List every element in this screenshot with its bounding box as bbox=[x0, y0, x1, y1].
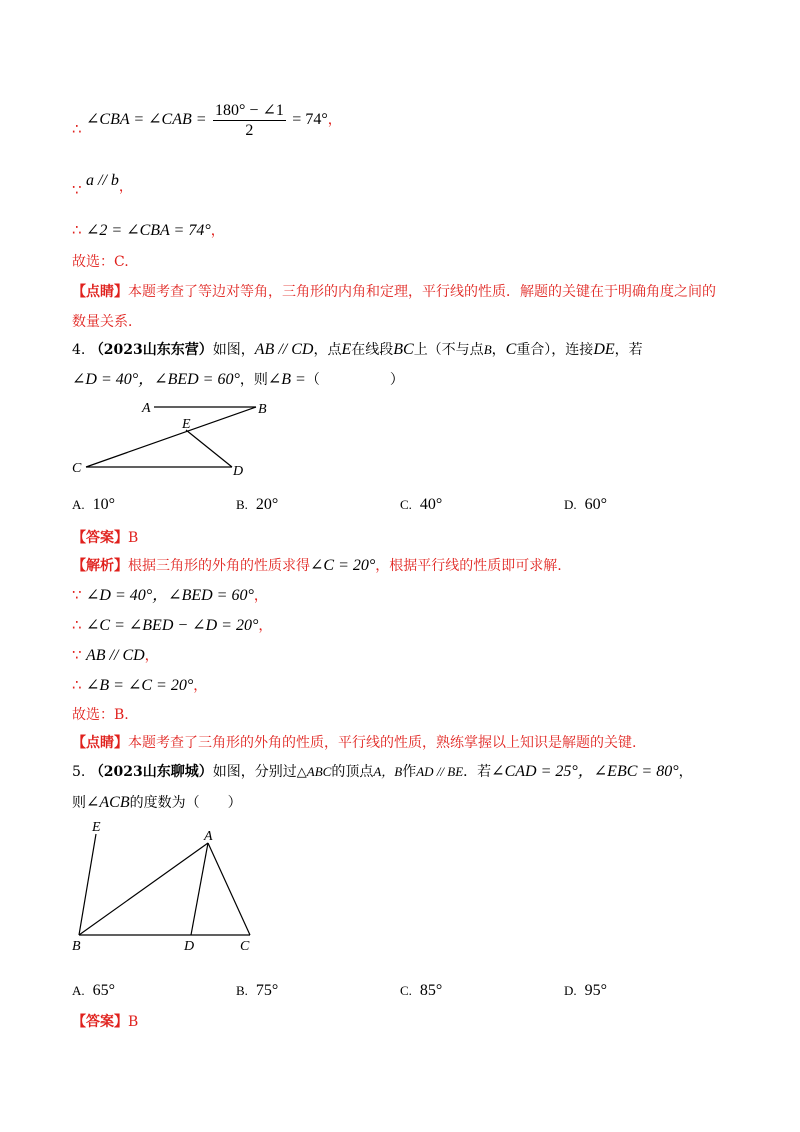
analysis-text: 根据三角形的外角的性质求得 bbox=[128, 558, 310, 574]
note-tag: 【点睛】 bbox=[72, 735, 128, 751]
q4-step-1 bbox=[72, 585, 268, 606]
q5-number: 5. bbox=[72, 764, 86, 780]
solution-line-3 bbox=[72, 220, 225, 241]
q5-label-e: E bbox=[92, 820, 101, 835]
q4-segment-ed bbox=[186, 430, 232, 467]
q5-option-a[interactable] bbox=[72, 982, 115, 1000]
note-text: 本题考查了三角形的外角的性质，平行线的性质，熟练掌握以上知识是解题的关键. bbox=[128, 735, 637, 751]
option-label: D. bbox=[564, 497, 577, 512]
q4-label-a: A bbox=[142, 401, 151, 416]
equation-rhs: = 74° bbox=[292, 111, 328, 128]
answer-value: B bbox=[128, 530, 139, 546]
option-label: A. bbox=[72, 497, 85, 512]
q4-point-b: B bbox=[483, 342, 492, 357]
q4-stem-text: ，点 bbox=[313, 342, 342, 358]
q4-option-b[interactable] bbox=[236, 496, 278, 514]
q4-label-c: C bbox=[72, 461, 82, 476]
fraction-numerator: 180° − ∠1 bbox=[215, 101, 284, 119]
therefore-symbol: ∴ bbox=[72, 616, 82, 634]
q5-stem-line-1 bbox=[72, 762, 693, 782]
q4-segment-de: DE bbox=[593, 341, 615, 358]
solution-line-1 bbox=[72, 96, 342, 143]
because-symbol: ∵ bbox=[72, 181, 82, 199]
option-value: 60° bbox=[584, 496, 608, 513]
step-math: ∠B = ∠C = 20° bbox=[86, 677, 194, 694]
analysis-tag: 【解析】 bbox=[72, 558, 128, 574]
q4-point-c: C bbox=[505, 341, 517, 358]
q4-label-b: B bbox=[258, 402, 267, 417]
step-math: ∠D = 40°，∠BED = 60° bbox=[86, 587, 254, 604]
q4-angle-b: ∠B = bbox=[267, 371, 306, 388]
option-value: 20° bbox=[255, 496, 279, 513]
q4-option-a[interactable] bbox=[72, 496, 115, 514]
note-text: 本题考查了等边对等角，三角形的内角和定理，平行线的性质．解题的关键在于明确角度之间的 bbox=[128, 284, 716, 300]
because-symbol: ∵ bbox=[72, 586, 82, 604]
q4-stem-text: 上（不与点 bbox=[413, 342, 484, 358]
q5-label-c: C bbox=[240, 939, 250, 954]
comma: ， bbox=[118, 179, 133, 195]
q5-label-b: B bbox=[72, 939, 81, 954]
q4-stem-text: 重合），连接 bbox=[516, 342, 594, 358]
q4-stem-line-1 bbox=[72, 340, 643, 360]
q4-stem-text: 如图， bbox=[212, 342, 255, 358]
q5-stem-text: ．若 bbox=[463, 764, 492, 780]
q4-stem-text: ， bbox=[491, 342, 506, 358]
q5-triangle: △ABC bbox=[296, 764, 332, 779]
q5-label-d: D bbox=[184, 939, 195, 954]
because-symbol: ∵ bbox=[72, 646, 82, 664]
q4-stem-text: 在线段 bbox=[351, 342, 394, 358]
q4-point-e: E bbox=[341, 341, 352, 358]
q5-label-a: A bbox=[204, 829, 213, 844]
q4-option-c[interactable] bbox=[400, 496, 442, 514]
option-label: B. bbox=[236, 497, 248, 512]
answer-value: B bbox=[128, 1014, 139, 1030]
q5-angle-acb: ∠ACB bbox=[86, 794, 130, 811]
q5-segment-be bbox=[79, 834, 96, 935]
comma: ， bbox=[258, 618, 273, 634]
choice-line: 故选：C. bbox=[72, 254, 129, 270]
q5-stem-line-2 bbox=[72, 793, 242, 813]
q4-segment-bc bbox=[86, 407, 256, 467]
q4-step-4 bbox=[72, 675, 207, 696]
therefore-symbol: ∴ bbox=[72, 120, 82, 138]
q4-label-e: E bbox=[182, 417, 191, 432]
option-label: A. bbox=[72, 983, 85, 998]
q5-stem-text: 的顶点 bbox=[331, 764, 374, 780]
fraction bbox=[213, 101, 286, 140]
q4-stem-text: ，若 bbox=[614, 342, 643, 358]
q5-segment-ac bbox=[208, 843, 250, 935]
fraction-denominator: 2 bbox=[245, 121, 254, 139]
step-math: ∠C = ∠BED − ∠D = 20° bbox=[86, 617, 259, 634]
option-label: B. bbox=[236, 983, 248, 998]
q5-stem-text: 则 bbox=[72, 795, 86, 811]
option-value: 10° bbox=[92, 496, 116, 513]
q5-stem-text: ， bbox=[678, 764, 693, 780]
note-line-2: 数量关系． bbox=[72, 314, 142, 330]
q5-stem-text: 如图，分别过 bbox=[212, 764, 297, 780]
option-value: 65° bbox=[92, 982, 116, 999]
q5-option-d[interactable] bbox=[564, 982, 607, 1000]
step-math: AB // CD bbox=[86, 647, 145, 664]
angle-equation: ∠2 = ∠CBA = 74° bbox=[86, 222, 211, 239]
q4-note bbox=[72, 733, 636, 753]
q4-step-3 bbox=[72, 645, 159, 666]
option-value: 75° bbox=[255, 982, 279, 999]
analysis-text: ，根据平行线的性质即可求解. bbox=[375, 558, 562, 574]
q4-given-angles: ∠D = 40°，∠BED = 60° bbox=[72, 371, 240, 388]
q4-stem-text: ，则 bbox=[239, 372, 268, 388]
solution-line-2 bbox=[72, 170, 133, 199]
option-label: C. bbox=[400, 983, 412, 998]
comma: ， bbox=[253, 588, 268, 604]
q5-segment-ba bbox=[79, 843, 208, 935]
q4-step-2 bbox=[72, 615, 272, 636]
q5-vertices: A，B bbox=[373, 764, 403, 779]
option-value: 85° bbox=[419, 982, 443, 999]
option-value: 40° bbox=[419, 496, 443, 513]
q5-source: （2023山东聊城） bbox=[89, 764, 213, 780]
q4-label-d: D bbox=[233, 464, 244, 479]
comma: ， bbox=[210, 223, 225, 239]
comma: ， bbox=[144, 648, 159, 664]
q4-answer-blank: （ ） bbox=[305, 372, 404, 388]
option-value: 95° bbox=[584, 982, 608, 999]
q4-segment-bc: BC bbox=[393, 341, 414, 358]
option-label: D. bbox=[564, 983, 577, 998]
comma: ， bbox=[193, 678, 208, 694]
parallel-statement: a // b bbox=[86, 172, 119, 189]
q5-parallel: AD // BE bbox=[416, 764, 464, 779]
equation-lhs: ∠CBA = ∠CAB = bbox=[86, 111, 207, 128]
analysis-math: ∠C = 20° bbox=[310, 557, 376, 574]
q5-stem-text: 的度数为（ ） bbox=[129, 795, 242, 811]
q5-option-b[interactable] bbox=[236, 982, 278, 1000]
q4-stem-line-2 bbox=[72, 370, 404, 390]
note-line-1 bbox=[72, 282, 716, 302]
q4-choice: 故选：B. bbox=[72, 707, 129, 723]
q4-parallel: AB // CD bbox=[254, 341, 314, 358]
answer-tag: 【答案】 bbox=[72, 1014, 128, 1030]
q4-option-d[interactable] bbox=[564, 496, 607, 514]
q4-source: （2023山东东营） bbox=[89, 342, 213, 358]
q4-answer-line bbox=[72, 528, 138, 548]
therefore-symbol: ∴ bbox=[72, 676, 82, 694]
q5-option-c[interactable] bbox=[400, 982, 442, 1000]
comma: ， bbox=[327, 112, 342, 128]
q5-stem-text: 作 bbox=[402, 764, 417, 780]
q5-answer-line bbox=[72, 1012, 138, 1032]
q5-given-angles: ∠CAD = 25°，∠EBC = 80° bbox=[491, 763, 679, 780]
q5-segment-ad bbox=[191, 843, 208, 935]
note-tag: 【点睛】 bbox=[72, 284, 128, 300]
q4-number: 4. bbox=[72, 342, 86, 358]
answer-tag: 【答案】 bbox=[72, 530, 128, 546]
option-label: C. bbox=[400, 497, 412, 512]
q4-analysis-line bbox=[72, 556, 562, 576]
therefore-symbol: ∴ bbox=[72, 221, 82, 239]
